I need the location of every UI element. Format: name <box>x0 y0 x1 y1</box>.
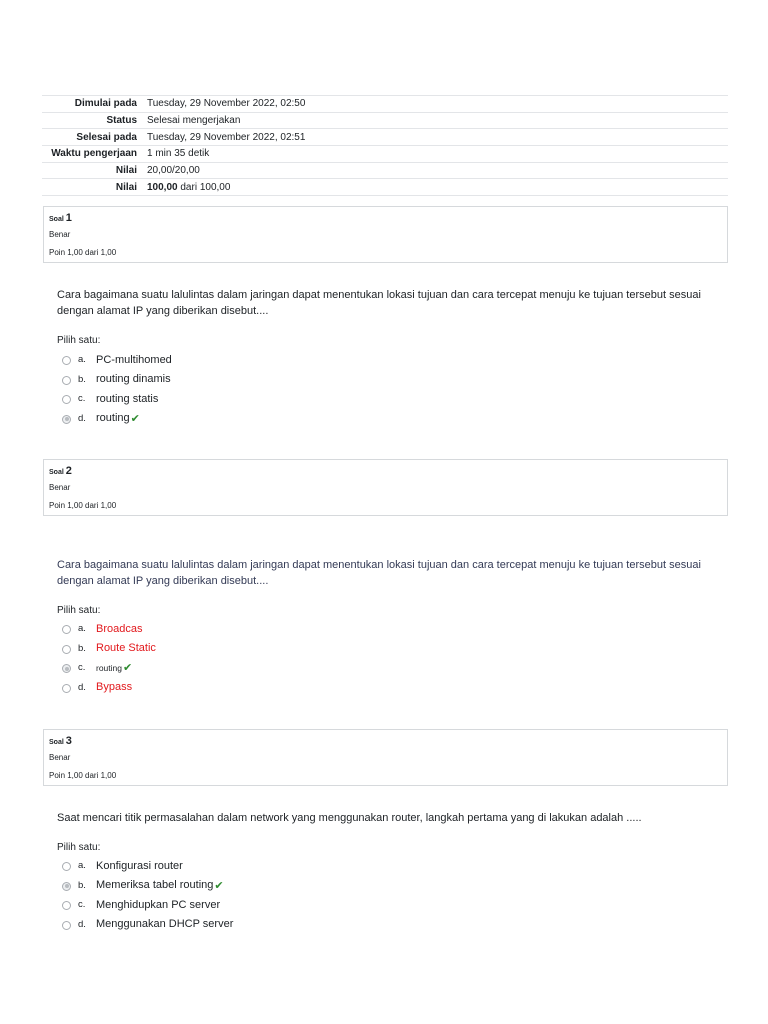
answer-letter: c. <box>78 899 86 911</box>
grade-value: 100,00 <box>147 181 178 193</box>
summary-label: Nilai <box>42 162 143 179</box>
question-prefix: Soal <box>49 469 64 476</box>
question-number-value: 3 <box>65 735 72 747</box>
answer-option[interactable] <box>60 915 233 935</box>
radio-checked-icon[interactable] <box>62 664 71 673</box>
summary-row-marks <box>42 162 728 179</box>
answer-letter: c. <box>78 393 86 405</box>
answer-option[interactable] <box>60 895 233 915</box>
answer-option[interactable] <box>60 370 172 390</box>
question-number <box>49 464 722 478</box>
question-grade: Poin 1,00 dari 1,00 <box>49 500 117 510</box>
answer-text: routing statis <box>96 392 159 405</box>
answer-text: routing dinamis <box>96 373 171 386</box>
answer-text: Broadcas <box>96 622 143 635</box>
answer-option-selected[interactable] <box>60 876 233 896</box>
attempt-summary-table <box>42 95 728 196</box>
question-state: Benar <box>49 230 71 240</box>
summary-row-completed <box>42 129 728 146</box>
answer-text: PC-multihomed <box>96 353 172 366</box>
radio-icon[interactable] <box>62 625 71 634</box>
check-icon: ✔ <box>123 662 133 675</box>
radio-icon[interactable] <box>62 684 71 693</box>
answer-option[interactable] <box>60 389 172 409</box>
question-state: Benar <box>49 753 71 763</box>
question-prefix: Soal <box>49 216 64 223</box>
answer-text: Memeriksa tabel routing <box>96 879 214 892</box>
answer-text: Route Static <box>96 642 156 655</box>
check-icon: ✔ <box>130 412 140 425</box>
summary-value: Selesai mengerjakan <box>143 112 728 129</box>
answer-prompt: Pilih satu: <box>57 842 101 853</box>
summary-value: 1 min 35 detik <box>143 146 728 163</box>
answer-list-2 <box>60 619 156 697</box>
grade-total: dari 100,00 <box>177 181 231 193</box>
radio-icon[interactable] <box>62 901 71 910</box>
answer-prompt: Pilih satu: <box>57 605 101 616</box>
question-text-3: Saat mencari titik permasalahan dalam network yang menggunakan router, langkah pertama yang di lakukan adalah ..... <box>57 812 642 824</box>
radio-icon[interactable] <box>62 921 71 930</box>
question-state: Benar <box>49 483 71 493</box>
radio-icon[interactable] <box>62 645 71 654</box>
answer-letter: a. <box>78 623 86 635</box>
question-text-1: Cara bagaimana suatu lalulintas dalam jaringan dapat menentukan lokasi tujuan dan cara tercepat menuju ke tujuan tersebut sesuai dengan alamat IP yang diberikan disebut.... <box>57 289 701 317</box>
answer-option-selected[interactable] <box>60 409 172 429</box>
question-number <box>49 734 722 748</box>
summary-value <box>143 179 728 196</box>
answer-list-3 <box>60 856 233 934</box>
answer-letter: d. <box>78 918 86 930</box>
answer-option[interactable] <box>60 856 233 876</box>
answer-text: Bypass <box>96 681 133 694</box>
answer-list-1 <box>60 350 172 428</box>
answer-option[interactable] <box>60 678 156 698</box>
answer-letter: c. <box>78 662 86 674</box>
answer-option-selected[interactable] <box>60 658 156 678</box>
question-number <box>49 211 722 225</box>
summary-row-grade <box>42 179 728 196</box>
answer-letter: a. <box>78 354 86 366</box>
radio-icon[interactable] <box>62 376 71 385</box>
question-info-2 <box>43 459 728 516</box>
check-icon: ✔ <box>214 879 224 892</box>
summary-label: Nilai <box>42 179 143 196</box>
answer-letter: b. <box>78 642 86 654</box>
answer-letter: b. <box>78 373 86 385</box>
summary-label: Dimulai pada <box>42 96 143 113</box>
answer-option[interactable] <box>60 350 172 370</box>
answer-letter: d. <box>78 412 86 424</box>
question-info-1 <box>43 206 728 263</box>
answer-prompt: Pilih satu: <box>57 335 101 346</box>
radio-icon[interactable] <box>62 356 71 365</box>
summary-value: Tuesday, 29 November 2022, 02:51 <box>143 129 728 146</box>
summary-label: Status <box>42 112 143 129</box>
question-text-2: Cara bagaimana suatu lalulintas dalam jaringan dapat menentukan lokasi tujuan dan cara tercepat menuju ke tujuan tersebut sesuai dengan alamat IP yang diberikan disebut.... <box>57 559 701 587</box>
answer-text: Konfigurasi router <box>96 859 183 872</box>
radio-checked-icon[interactable] <box>62 415 71 424</box>
question-prefix: Soal <box>49 739 64 746</box>
summary-row-duration <box>42 146 728 163</box>
answer-letter: a. <box>78 860 86 872</box>
radio-icon[interactable] <box>62 395 71 404</box>
answer-letter: d. <box>78 681 86 693</box>
answer-option[interactable] <box>60 619 156 639</box>
question-grade: Poin 1,00 dari 1,00 <box>49 247 117 257</box>
summary-value: Tuesday, 29 November 2022, 02:50 <box>143 96 728 113</box>
answer-text: routing <box>96 662 122 673</box>
summary-value: 20,00/20,00 <box>143 162 728 179</box>
summary-row-status <box>42 112 728 129</box>
summary-row-started <box>42 96 728 113</box>
answer-text: Menggunakan DHCP server <box>96 918 234 931</box>
question-grade: Poin 1,00 dari 1,00 <box>49 770 117 780</box>
radio-icon[interactable] <box>62 862 71 871</box>
answer-option[interactable] <box>60 639 156 659</box>
question-number-value: 2 <box>65 465 72 477</box>
answer-letter: b. <box>78 879 86 891</box>
question-info-3 <box>43 729 728 786</box>
answer-text: Menghidupkan PC server <box>96 898 221 911</box>
radio-checked-icon[interactable] <box>62 882 71 891</box>
summary-label: Selesai pada <box>42 129 143 146</box>
summary-label: Waktu pengerjaan <box>42 146 143 163</box>
answer-text: routing <box>96 412 130 425</box>
question-number-value: 1 <box>65 212 72 224</box>
